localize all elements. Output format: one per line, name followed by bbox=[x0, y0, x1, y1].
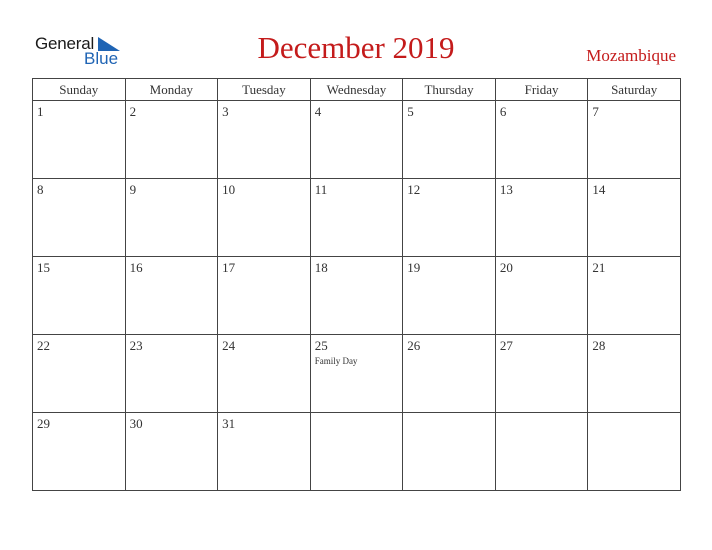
weekday-header-friday: Friday bbox=[495, 79, 588, 101]
day-number: 20 bbox=[499, 260, 513, 275]
country-label: Mozambique bbox=[586, 46, 676, 65]
week-row-4 bbox=[33, 335, 681, 413]
week-row-3 bbox=[33, 257, 681, 335]
weekday-header-wednesday: Wednesday bbox=[310, 79, 403, 101]
day-number: 1 bbox=[37, 104, 44, 119]
day-cell bbox=[310, 179, 403, 257]
holiday-label: Family Day bbox=[314, 356, 358, 366]
day-number: 26 bbox=[407, 338, 421, 353]
day-number: 7 bbox=[592, 104, 599, 119]
day-cell bbox=[218, 101, 311, 179]
day-cell bbox=[403, 257, 496, 335]
day-cell bbox=[218, 413, 311, 491]
day-cell bbox=[33, 413, 126, 491]
day-cell bbox=[495, 257, 588, 335]
day-cell bbox=[125, 335, 218, 413]
day-cell bbox=[403, 335, 496, 413]
day-cell bbox=[495, 101, 588, 179]
week-row-5 bbox=[33, 413, 681, 491]
day-cell bbox=[588, 335, 681, 413]
day-number: 29 bbox=[37, 416, 50, 431]
day-cell bbox=[218, 335, 311, 413]
day-number: 13 bbox=[499, 182, 513, 197]
day-cell bbox=[310, 101, 403, 179]
day-cell bbox=[33, 335, 126, 413]
logo-text-general: General bbox=[35, 34, 95, 53]
day-number: 15 bbox=[37, 260, 50, 275]
day-cell bbox=[403, 101, 496, 179]
weekday-header-tuesday: Tuesday bbox=[218, 79, 311, 101]
weekday-header-thursday: Thursday bbox=[403, 79, 496, 101]
day-cell-empty bbox=[588, 413, 681, 491]
week-row-1 bbox=[33, 101, 681, 179]
day-cell bbox=[588, 257, 681, 335]
day-number: 18 bbox=[314, 260, 328, 275]
day-cell bbox=[125, 413, 218, 491]
week-row-2 bbox=[33, 179, 681, 257]
logo-text-blue: Blue bbox=[84, 49, 119, 68]
day-number: 21 bbox=[592, 260, 606, 275]
day-number: 11 bbox=[314, 182, 328, 197]
day-cell bbox=[310, 257, 403, 335]
day-number: 16 bbox=[129, 260, 143, 275]
day-number: 5 bbox=[407, 104, 414, 119]
calendar-grid bbox=[32, 78, 681, 491]
day-number: 8 bbox=[37, 182, 44, 197]
day-number: 9 bbox=[129, 182, 137, 197]
day-number: 14 bbox=[592, 182, 606, 197]
weekday-header-sunday: Sunday bbox=[33, 79, 126, 101]
day-number: 4 bbox=[314, 104, 322, 119]
day-cell bbox=[218, 257, 311, 335]
day-number: 24 bbox=[222, 338, 236, 353]
day-number: 17 bbox=[222, 260, 236, 275]
day-cell bbox=[33, 179, 126, 257]
calendar-title: December 2019 bbox=[257, 30, 455, 65]
day-number: 2 bbox=[129, 104, 137, 119]
day-number: 12 bbox=[407, 182, 421, 197]
day-cell bbox=[33, 257, 126, 335]
day-number: 6 bbox=[499, 104, 507, 119]
weekday-header-saturday: Saturday bbox=[588, 79, 681, 101]
day-cell bbox=[588, 179, 681, 257]
day-cell bbox=[403, 179, 496, 257]
day-number: 30 bbox=[129, 416, 143, 431]
day-cell-empty bbox=[495, 413, 588, 491]
weekday-header-monday: Monday bbox=[125, 79, 218, 101]
day-cell bbox=[495, 179, 588, 257]
day-cell bbox=[588, 101, 681, 179]
day-number: 19 bbox=[407, 260, 421, 275]
day-number: 10 bbox=[222, 182, 236, 197]
day-number: 22 bbox=[37, 338, 50, 353]
day-cell-empty bbox=[403, 413, 496, 491]
day-number: 27 bbox=[499, 338, 513, 353]
day-cell bbox=[33, 101, 126, 179]
day-cell bbox=[125, 101, 218, 179]
day-cell bbox=[218, 179, 311, 257]
day-number: 25 bbox=[314, 338, 328, 353]
day-cell bbox=[495, 335, 588, 413]
day-number: 3 bbox=[222, 104, 229, 119]
day-cell-holiday bbox=[310, 335, 403, 413]
day-number: 23 bbox=[129, 338, 143, 353]
day-cell-empty bbox=[310, 413, 403, 491]
day-number: 28 bbox=[592, 338, 606, 353]
day-number: 31 bbox=[222, 416, 236, 431]
day-cell bbox=[125, 179, 218, 257]
weekday-header-row bbox=[33, 79, 681, 101]
day-cell bbox=[125, 257, 218, 335]
